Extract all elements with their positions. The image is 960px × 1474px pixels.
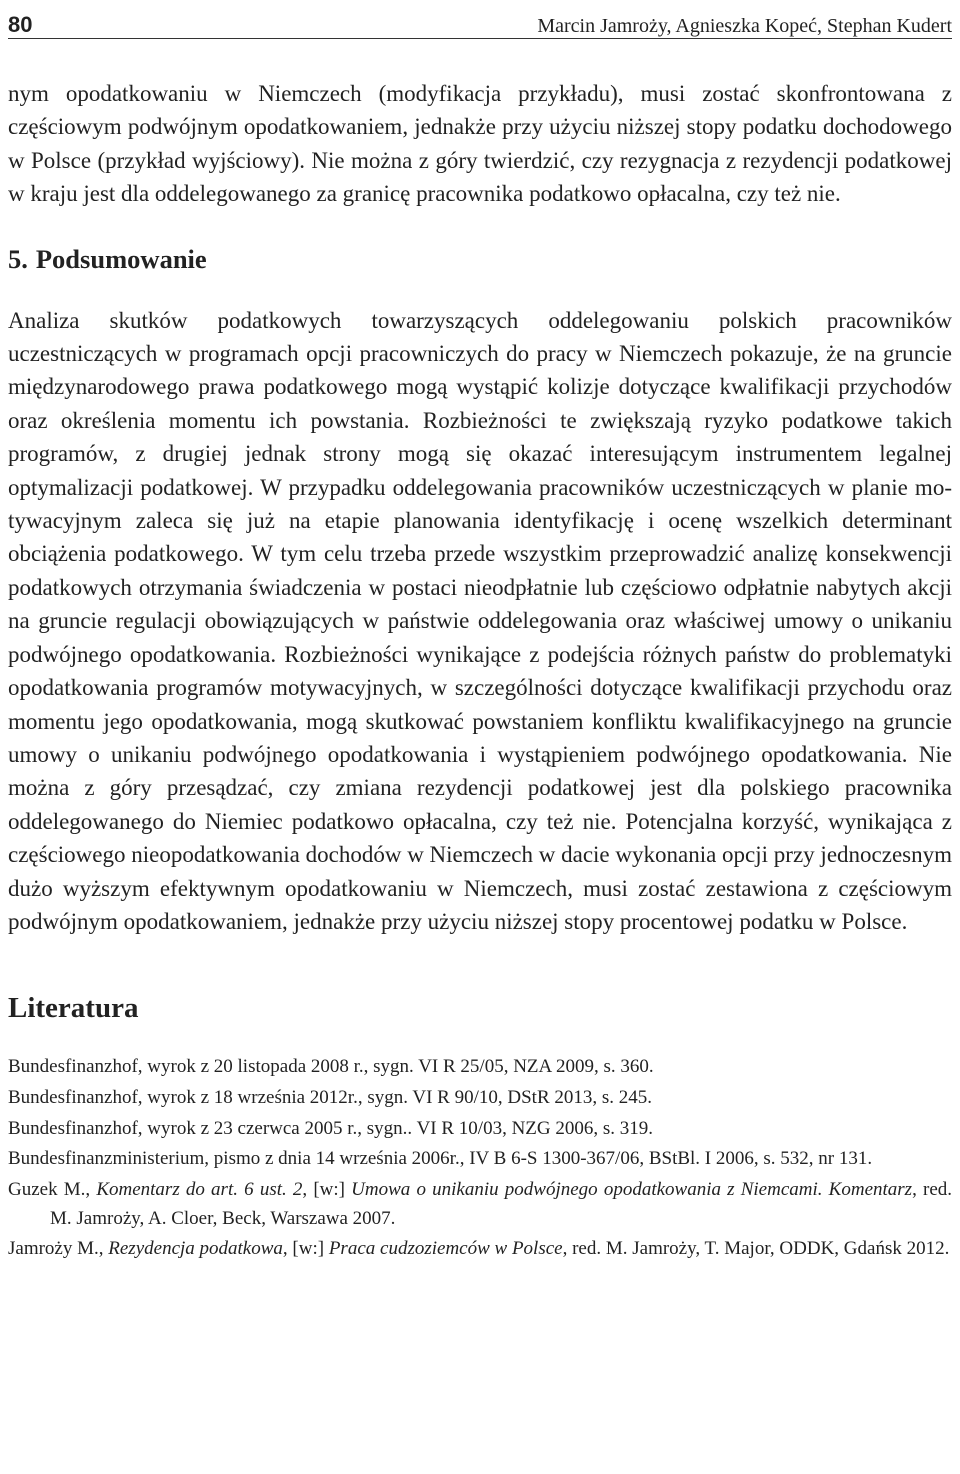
reference-in: , [w:] <box>282 1238 329 1260</box>
reference-list <box>8 1052 952 1263</box>
reference-title: Komentarz do art. 6 ust. 2 <box>96 1178 303 1200</box>
reference-in: , [w:] <box>302 1178 352 1200</box>
reference-book: Umowa o unikaniu podwójnego opodatkowania z Niemcami. Komentarz <box>351 1178 913 1200</box>
summary-paragraph: Analiza skutków podatkowych towarzyszących oddelegowaniu polskich pracowników uczestniczących w programach opcji pracowniczych do pracy w Niemczech pokazuje, że na gruncie międzynarodowego prawa podatkowego mogą wystąpić kolizje dotyczące kwalifikacji przychodów oraz określenia momentu ich powstania. Rozbieżności te zwiększają ryzyko podatkowe takich programów, z drugiej jednak strony mogą się okazać interesującym instrumentem legalnej optymalizacji podatkowej. W przypadku oddelegowania pracowników uczestniczących w planie motywacyjnym zaleca się już na etapie planowania identyfikację i ocenę wszelkich determinant obciążenia podatkowego. W tym celu trzeba przede wszystkim przeprowadzić analizę konsekwencji podatkowych otrzymania świadczenia w postaci nieodpłatnie lub częściowo odpłatnie nabytych akcji na gruncie regulacji obowiązujących w państwie oddelegowania oraz właściwej umowy o unikaniu podwójnego opodatkowania. Rozbieżności wynikające z podejścia różnych państw do problematyki opodatkowania programów motywacyjnych, w szczególności dotyczące kwalifikacji przychodu oraz momentu jego opodatkowania, mogą skutkować powstaniem konfliktu kwalifikacyjnego na gruncie umowy o unikaniu podwójnego opodatkowania i wystąpieniem podwójnego opodatkowania. Nie można z góry przesądzać, czy zmiana rezydencji podatkowej jest dla polskiego pracownika oddelegowanego do Niemiec podatkowo opłacalna, czy też nie. Potencjalna korzyść, wynikająca z częściowego nieopodatkowania dochodów w Niemczech w dacie wykonania opcji przy jednoczesnym dużo wyższym efektywnym opodatkowaniu w Niemczech, musi zostać zestawiona z częściowym podwójnym opodatkowaniem, jednakże przy użyciu niższej stopy procentowej podatku w Polsce. <box>8 307 952 934</box>
section-number: 5. <box>8 243 28 274</box>
reference-item: Bundesfinanzhof, wyrok z 20 listopada 2008 r., sygn. VI R 25/05, NZA 2009, s. 360. <box>8 1056 654 1078</box>
running-header <box>8 0 952 39</box>
section-title: Podsumowanie <box>35 243 207 274</box>
continued-paragraph: nym opodatkowaniu w Niemczech (modyfikacja przykładu), musi zostać skonfrontowana z częściowym podwójnym opodatkowaniem, jednakże przy użyciu niższej stopy podatku dochodowego w Polsce (przykład wyjściowy). Nie można z góry twierdzić, czy rezygnacja z rezydencji podatkowej w kraju jest dla oddelegowanego za granicę pracownika podatkowo opłacalna, czy też nie. <box>8 81 952 207</box>
reference-item: Bundesfinanzhof, wyrok z 23 czerwca 2005 r., sygn.. VI R 10/03, NZG 2006, s. 319. <box>8 1117 654 1139</box>
reference-title: Rezydencja podatkowa <box>108 1238 283 1260</box>
reference-item: Bundesfinanzministerium, pismo z dnia 14 września 2006r., IV B 6-S 1300-367/06, BStBl. I 2006, s. 532, nr 131. <box>8 1148 873 1170</box>
reference-details: , red. M. Jamroży, T. Major, ODDK, Gdańsk 2012. <box>562 1238 950 1260</box>
reference-book: Praca cudzoziemców w Polsce <box>328 1238 563 1260</box>
reference-author: Jamroży M., <box>8 1238 109 1260</box>
reference-details: , red. M. Jamroży, A. Cloer, Beck, Warszawa 2007. <box>50 1178 953 1229</box>
page-number: 80 <box>8 12 33 37</box>
reference-author: Guzek M., <box>8 1178 97 1200</box>
reference-item <box>8 1234 952 1263</box>
section-heading <box>8 243 952 275</box>
literature-heading: Literatura <box>8 992 139 1025</box>
page <box>8 0 952 1265</box>
reference-item: Bundesfinanzhof, wyrok z 18 września 2012r., sygn. VI R 90/10, DStR 2013, s. 245. <box>8 1086 653 1108</box>
reference-item <box>8 1175 952 1233</box>
running-head-authors: Marcin Jamroży, Agnieszka Kopeć, Stephan Kudert <box>537 15 952 37</box>
